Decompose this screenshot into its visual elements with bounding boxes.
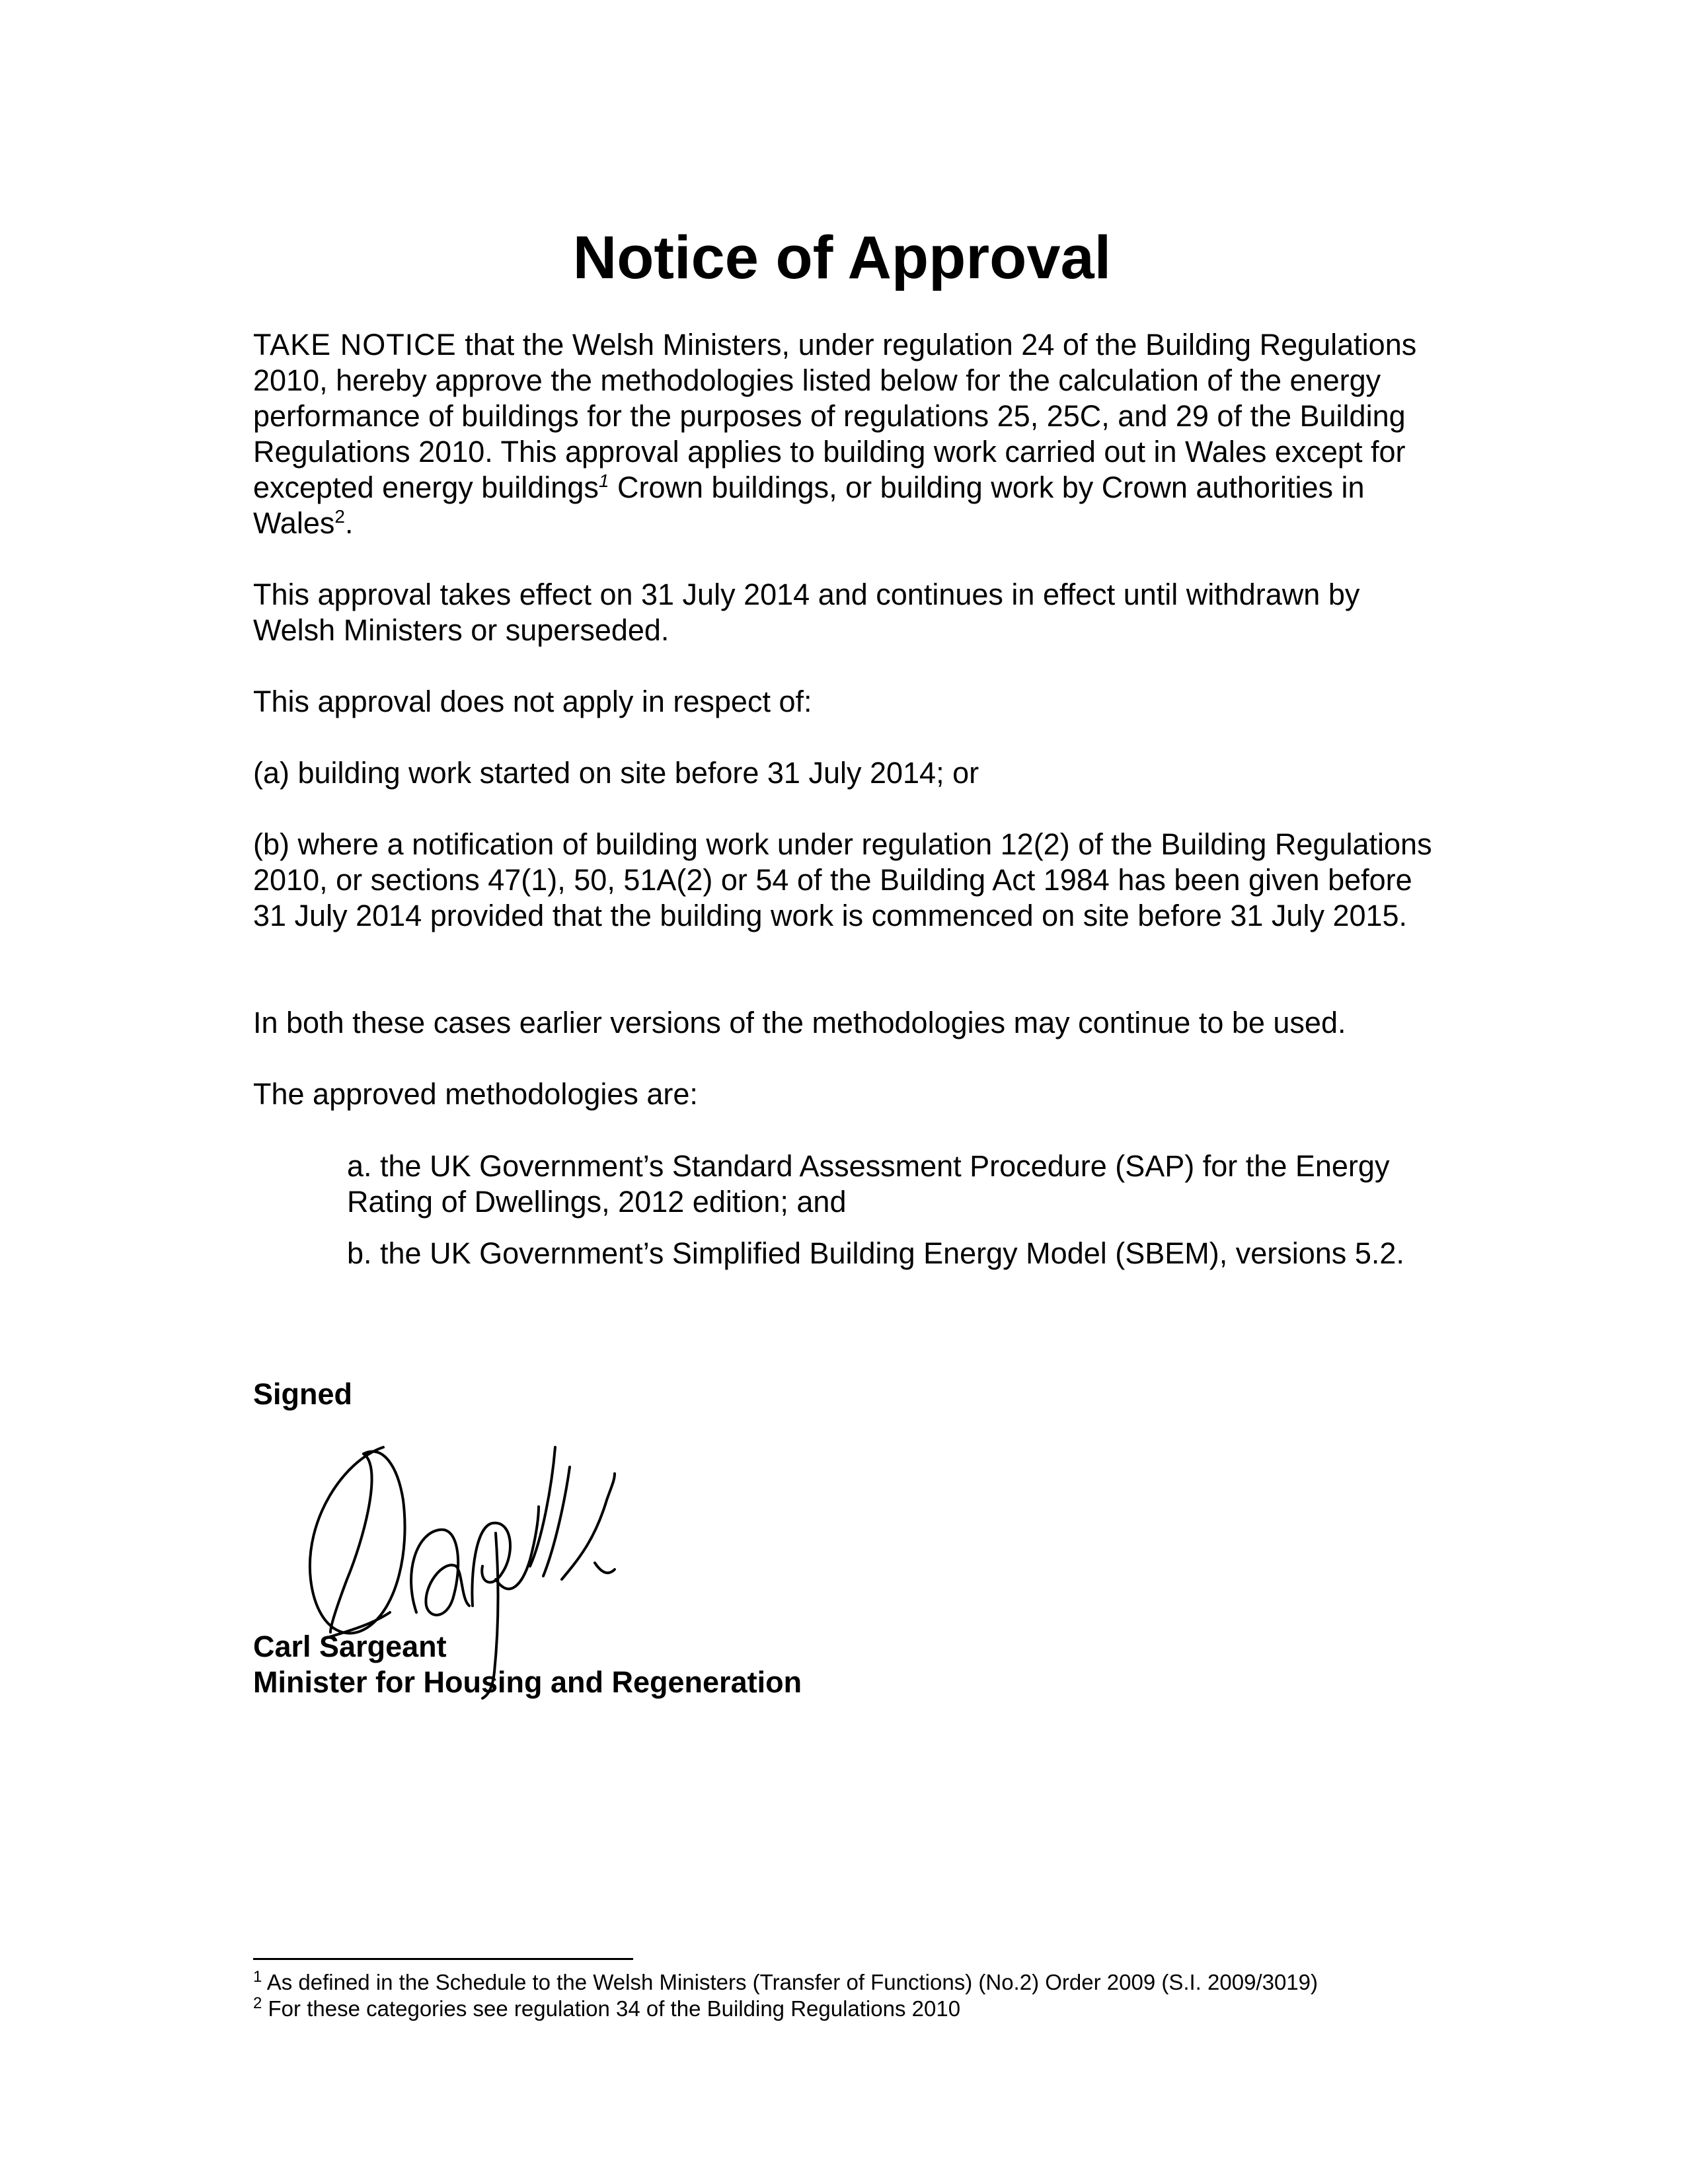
signed-label: Signed — [253, 1377, 353, 1411]
footnote-2 — [253, 1996, 1436, 2022]
intro-text-part1: that the Welsh Ministers, under regulation 24 of the Building Regulations 2010, hereby approve the methodologies listed below for the calculation of the energy performance of buildings for the purposes of regulations 25, 25C, and 29 of the Building Regulations 2010. This approval applies to building work carried out in Wales except for excepted energy buildings — [253, 328, 1417, 504]
footnote-1-marker: 1 — [253, 1968, 262, 1986]
footnote-divider — [253, 1958, 633, 1960]
footnote-2-marker: 2 — [253, 1994, 262, 2012]
effect-paragraph: This approval takes effect on 31 July 2014 and continues in effect until withdrawn by Welsh Ministers or superseded. — [253, 578, 1360, 647]
methodology-item-b: b. the UK Government’s Simplified Building Energy Model (SBEM), versions 5.2. — [347, 1236, 1404, 1270]
footnote-1 — [253, 1969, 1436, 1996]
intro-text-end: . — [344, 506, 354, 540]
footnote-2-text: For these categories see regulation 34 of the Building Regulations 2010 — [262, 1996, 961, 2021]
methodologies-heading: The approved methodologies are: — [253, 1077, 698, 1111]
signer-block — [253, 1629, 802, 1700]
both-cases-paragraph: In both these cases earlier versions of the methodologies may continue to be used. — [253, 1006, 1346, 1039]
methodology-item-a: a. the UK Government’s Standard Assessment Procedure (SAP) for the Energy Rating of Dwellings, 2012 edition; and — [347, 1149, 1390, 1219]
exception-a: (a) building work started on site before 31 July 2014; or — [253, 756, 979, 790]
footnotes — [253, 1969, 1436, 2022]
signer-name: Carl Sargeant — [253, 1630, 447, 1663]
intro-text-part2: Crown buildings, or building work by Crown authorities in Wales — [253, 471, 1365, 540]
footnote-ref-1: 1 — [598, 471, 609, 491]
exception-b: (b) where a notification of building work under regulation 12(2) of the Building Regulations 2010, or sections 47(1), 50, 51A(2) or 54 of the Building Act 1984 has been given before 31 July 2014 provided that the building work is commenced on site before 31 July 2015. — [253, 827, 1432, 932]
footnote-1-text: As defined in the Schedule to the Welsh Ministers (Transfer of Functions) (No.2) Order 2009 (S.I. 2009/3019) — [262, 1970, 1318, 1994]
signer-role: Minister for Housing and Regeneration — [253, 1665, 802, 1699]
page-title: Notice of Approval — [572, 224, 1112, 291]
footnote-ref-2: 2 — [334, 506, 345, 527]
not-apply-heading: This approval does not apply in respect of: — [253, 685, 812, 718]
take-notice-lead: TAKE NOTICE — [253, 328, 457, 361]
intro-paragraph — [253, 327, 1436, 541]
